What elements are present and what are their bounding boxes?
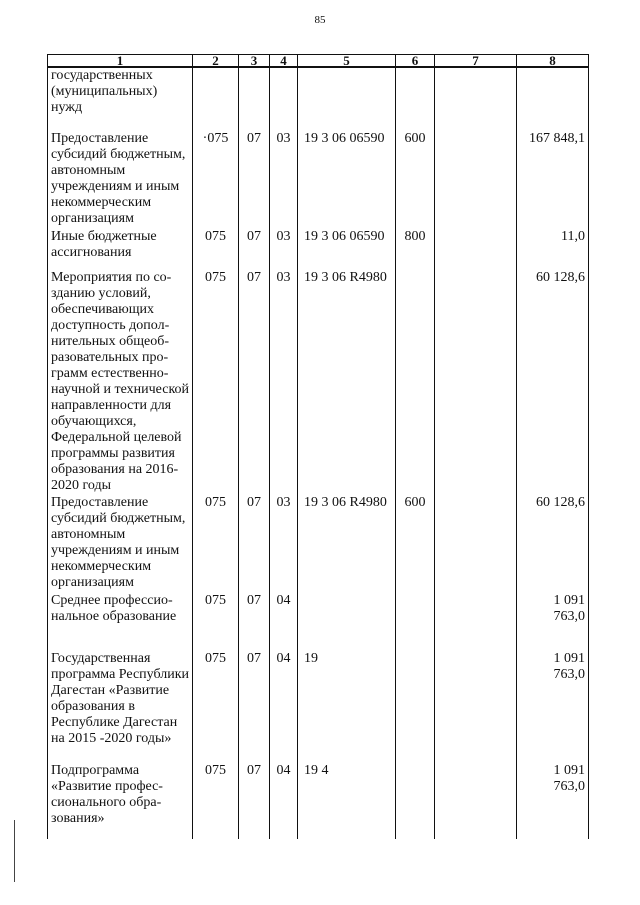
table-row	[48, 131, 589, 229]
cell-ministry-code	[193, 67, 239, 131]
cell-expense-type	[396, 67, 435, 131]
cell-col7	[435, 495, 517, 593]
cell-col7	[435, 270, 517, 495]
table-row	[48, 593, 589, 651]
cell-col7	[435, 651, 517, 763]
cell-target-article: 19 3 06 R4980	[298, 495, 396, 593]
column-header: 3	[239, 55, 270, 68]
cell-target-article: 19 3 06 06590	[298, 131, 396, 229]
cell-ministry-code: 075	[193, 495, 239, 593]
cell-col7	[435, 131, 517, 229]
cell-name: Государственная программа Республики Дагестан «Развитие образования в Республике Дагестан на 2015 -2020 годы»	[48, 651, 193, 763]
cell-ministry-code: ·075	[193, 131, 239, 229]
cell-section: 07	[239, 229, 270, 270]
cell-subsection: 04	[270, 763, 298, 839]
column-header: 8	[517, 55, 589, 68]
cell-name: Предоставление субсидий бюджетным, автономным учреждениям и иным некоммерческим организациям	[48, 131, 193, 229]
cell-col7	[435, 763, 517, 839]
cell-target-article: 19	[298, 651, 396, 763]
table-row	[48, 651, 589, 763]
cell-section	[239, 67, 270, 131]
cell-subsection: 04	[270, 651, 298, 763]
cell-amount: 60 128,6	[517, 270, 589, 495]
cell-name: Предоставление субсидий бюджетным, автономным учреждениям и иным некоммерческим организациям	[48, 495, 193, 593]
cell-expense-type: 800	[396, 229, 435, 270]
table-row	[48, 495, 589, 593]
column-header: 6	[396, 55, 435, 68]
cell-ministry-code: 075	[193, 763, 239, 839]
table-row	[48, 229, 589, 270]
cell-ministry-code: 075	[193, 593, 239, 651]
cell-ministry-code: 075	[193, 651, 239, 763]
cell-name: Мероприятия по созданию условий, обеспечивающих доступность дополнительных общеобразовательных программ естественнонаучной и технической направленности для обучающихся, Федеральной целевой программы развития образования на 2016-2020 годы	[48, 270, 193, 495]
cell-expense-type	[396, 651, 435, 763]
cell-section: 07	[239, 131, 270, 229]
table-row	[48, 763, 589, 839]
cell-section: 07	[239, 593, 270, 651]
cell-name: Подпрограмма «Развитие профессионального образования»	[48, 763, 193, 839]
column-header: 4	[270, 55, 298, 68]
cell-amount: 60 128,6	[517, 495, 589, 593]
cell-name: государственных (муниципальных) нужд	[48, 67, 193, 131]
cell-amount: 1 091 763,0	[517, 651, 589, 763]
cell-target-article: 19 3 06 06590	[298, 229, 396, 270]
budget-table	[47, 54, 589, 839]
cell-expense-type	[396, 763, 435, 839]
cell-ministry-code: 075	[193, 270, 239, 495]
cell-expense-type: 600	[396, 495, 435, 593]
cell-col7	[435, 67, 517, 131]
column-header: 5	[298, 55, 396, 68]
cell-amount	[517, 67, 589, 131]
column-header: 1	[48, 55, 193, 68]
cell-target-article	[298, 593, 396, 651]
page-number: 85	[314, 14, 326, 26]
cell-amount: 1 091 763,0	[517, 763, 589, 839]
cell-subsection	[270, 67, 298, 131]
cell-name: Иные бюджетные ассигнования	[48, 229, 193, 270]
cell-name: Среднее профессиональное образование	[48, 593, 193, 651]
column-header: 2	[193, 55, 239, 68]
cell-expense-type	[396, 593, 435, 651]
cell-subsection: 03	[270, 270, 298, 495]
cell-subsection: 04	[270, 593, 298, 651]
cell-target-article: 19 4	[298, 763, 396, 839]
cell-amount: 1 091 763,0	[517, 593, 589, 651]
scan-margin-mark	[14, 820, 15, 882]
cell-expense-type: 600	[396, 131, 435, 229]
cell-amount: 167 848,1	[517, 131, 589, 229]
cell-subsection: 03	[270, 495, 298, 593]
cell-subsection: 03	[270, 229, 298, 270]
table-row	[48, 67, 589, 131]
cell-section: 07	[239, 270, 270, 495]
cell-expense-type	[396, 270, 435, 495]
cell-section: 07	[239, 651, 270, 763]
cell-subsection: 03	[270, 131, 298, 229]
column-header: 7	[435, 55, 517, 68]
cell-amount: 11,0	[517, 229, 589, 270]
cell-col7	[435, 229, 517, 270]
cell-section: 07	[239, 495, 270, 593]
cell-target-article: 19 3 06 R4980	[298, 270, 396, 495]
table-header-row	[48, 55, 589, 68]
cell-ministry-code: 075	[193, 229, 239, 270]
cell-section: 07	[239, 763, 270, 839]
cell-target-article	[298, 67, 396, 131]
table-row	[48, 270, 589, 495]
cell-col7	[435, 593, 517, 651]
